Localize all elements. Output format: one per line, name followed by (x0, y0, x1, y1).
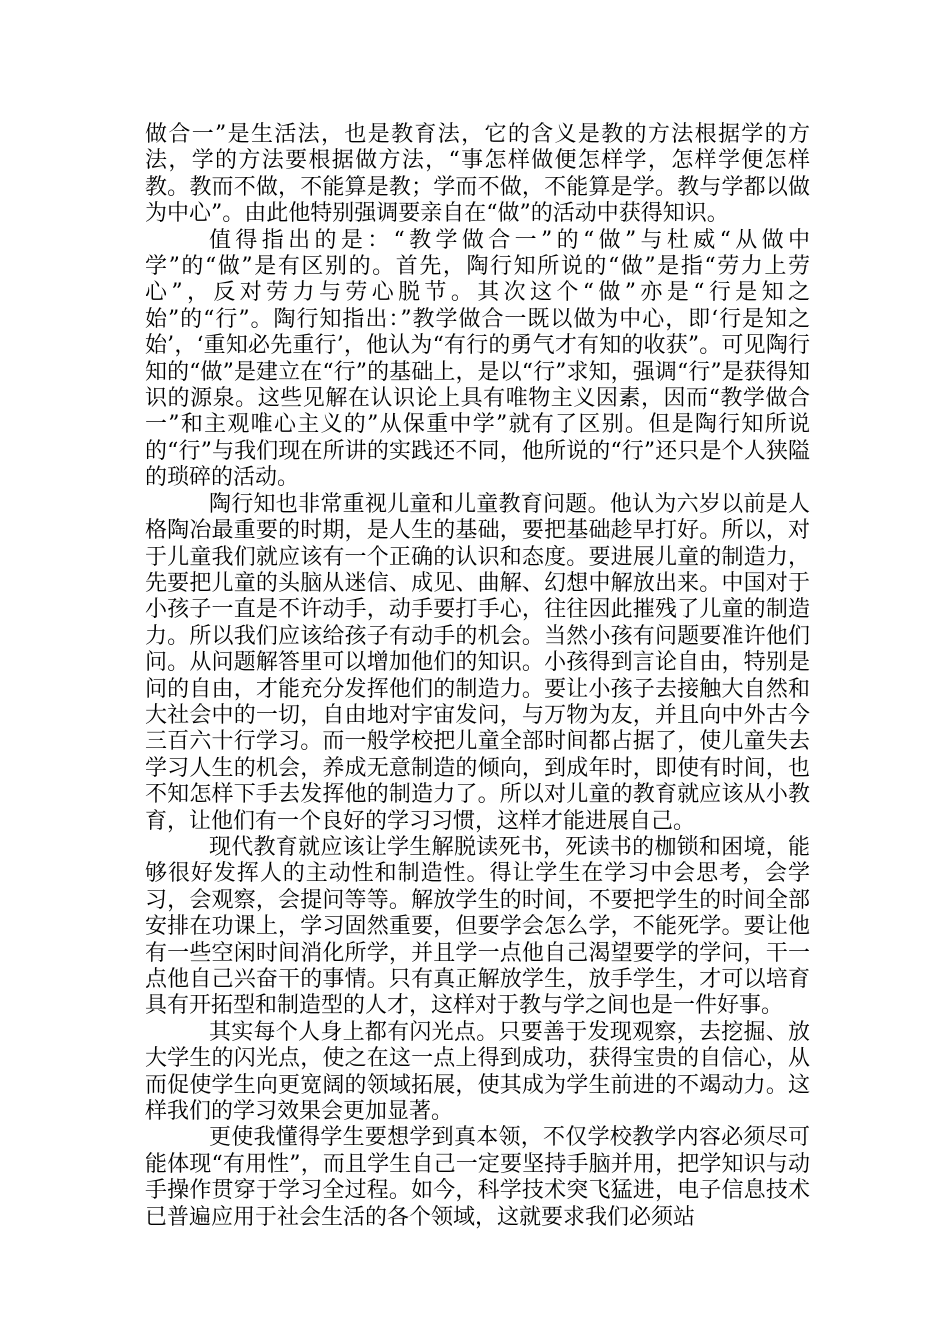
paragraph-3: 陶行知也非常重视儿童和儿童教育问题。他认为六岁以前是人格陶冶最重要的时期，是人生的基础，要把基础趁早打好。所以，对于儿童我们就应该有一个正确的认识和态度。要进展儿童的制造力，先要把儿童的头脑从迷信、成见、曲解、幻想中解放出来。中国对于小孩子一直是不许动手，动手要打手心，往往因此摧残了儿童的制造力。所以我们应该给孩子有动手的机会。当然小孩有问题要准许他们问。从问题解答里可以增加他们的知识。小孩得到言论自由，特别是问的自由，才能充分发挥他们的制造力。要让小孩子去接触大自然和大社会中的一切，自由地对宇宙发问，与万物为友，并且向中外古今三百六十行学习。而一般学校把儿童全部时间都占据了，使儿童失去学习人生的机会，养成无意制造的倾向，到成年时，即使有时间，也不知怎样下手去发挥他的制造力了。所以对儿童的教育就应该从小教育，让他们有一个良好的学习习惯，这样才能进展自己。 (145, 491, 810, 834)
paragraph-2: 值得指出的是：“教学做合一”的“做”与杜威“从做中学”的“做”是有区别的。首先，陶行知所说的“做”是指“劳力上劳心”，反对劳力与劳心脱节。其次这个“做”亦是“行是知之始”的“行”。陶行知指出：”教学做合一既以做为中心，即‘行是知之始’，‘重知必先重行’，他认为“有行的勇气才有知的收获”。可见陶行知的“做”是建立在“行”的基础上，是以“行”求知，强调“行”是获得知识的源泉。这些见解在认识论上具有唯物主义因素，因而“教学做合一”和主观唯心主义的”从保重中学”就有了区别。但是陶行知所说的“行”与我们现在所讲的实践还不同，他所说的“行”还只是个人狭隘的琐碎的活动。 (145, 227, 810, 491)
paragraph-5: 其实每个人身上都有闪光点。只要善于发现观察，去挖掘、放大学生的闪光点，使之在这一点上得到成功，获得宝贵的自信心，从而促使学生向更宽阔的领域拓展，使其成为学生前进的不竭动力。这样我们的学习效果会更加显著。 (145, 1019, 810, 1125)
paragraph-4: 现代教育就应该让学生解脱读死书，死读书的枷锁和困境，能够很好发挥人的主动性和制造性。得让学生在学习中会思考，会学习，会观察，会提问等等。解放学生的时间，不要把学生的时间全部安排在功课上，学习固然重要，但要学会怎么学，不能死学。要让他有一些空闲时间消化所学，并且学一点他自己渴望要学的学问，干一点他自己兴奋干的事情。只有真正解放学生，放手学生，才可以培育具有开拓型和制造型的人才，这样对于教与学之间也是一件好事。 (145, 834, 810, 1019)
paragraph-6: 更使我懂得学生要想学到真本领，不仅学校教学内容必须尽可能体现“有用性”，而且学生自己一定要坚持手脑并用，把学知识与动手操作贯穿于学习全过程。如今，科学技术突飞猛进，电子信息技术已普遍应用于社会生活的各个领域，这就要求我们必须站 (145, 1125, 810, 1230)
paragraph-1: 做合一”是生活法，也是教育法，它的含义是教的方法根据学的方法，学的方法要根据做方法，“事怎样做便怎样学，怎样学便怎样教。教而不做，不能算是教；学而不做，不能算是学。教与学都以做为中心”。由此他特别强调要亲自在“做”的活动中获得知识。 (145, 122, 810, 227)
document-page (145, 122, 810, 1231)
